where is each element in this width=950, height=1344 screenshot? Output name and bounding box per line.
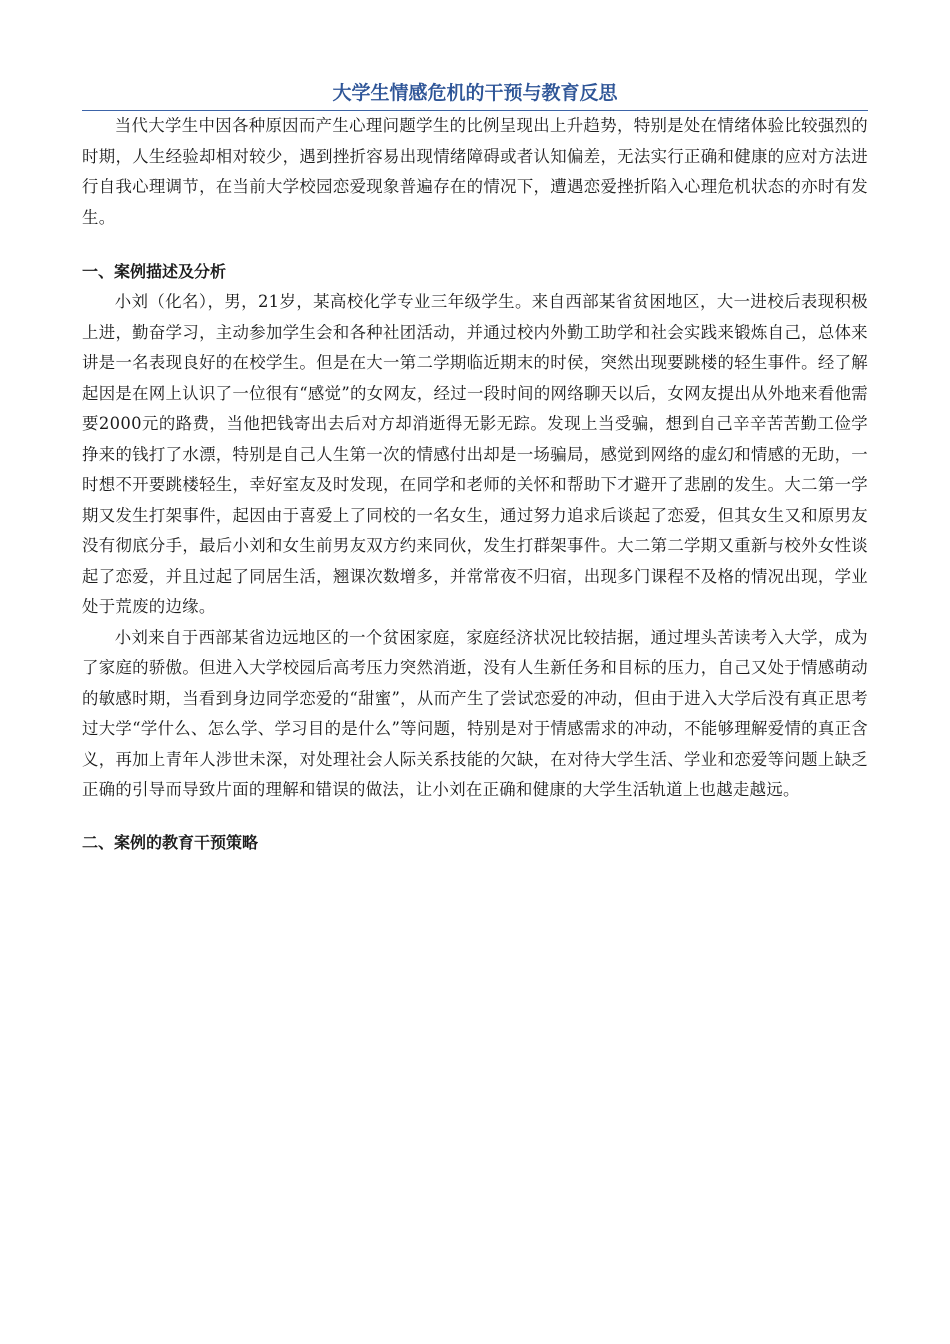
document-title: 大学生情感危机的干预与教育反思: [82, 78, 868, 111]
intro-paragraph: 当代大学生中因各种原因而产生心理问题学生的比例呈现出上升趋势，特别是处在情绪体验比较强烈的时期，人生经验却相对较少，遇到挫折容易出现情绪障碍或者认知偏差，无法实行正确和健康的应对方法进行自我心理调节，在当前大学校园恋爱现象普遍存在的情况下，遭遇恋爱挫折陷入心理危机状态的亦时有发生。: [82, 116, 868, 227]
section-heading-intervention-strategy: 二、案例的教育干预策略: [82, 832, 259, 852]
case-analysis-paragraph: 小刘来自于西部某省边远地区的一个贫困家庭，家庭经济状况比较拮据，通过埋头苦读考入大学，成为了家庭的骄傲。但进入大学校园后高考压力突然消逝，没有人生新任务和目标的压力，自己又处于情感萌动的敏感时期，当看到身边同学恋爱的“甜蜜”，从而产生了尝试恋爱的冲动，但由于进入大学后没有真正思考过大学“学什么、怎么学、学习目的是什么”等问题，特别是对于情感需求的冲动，不能够理解爱情的真正含义，再加上青年人涉世未深，对处理社会人际关系技能的欠缺，在对待大学生活、学业和恋爱等问题上缺乏正确的引导而导致片面的理解和错误的做法，让小刘在正确和健康的大学生活轨道上也越走越远。: [82, 627, 868, 799]
section-heading-case-description: 一、案例描述及分析: [82, 262, 227, 281]
document-page: [82, 78, 868, 858]
case-description-paragraph: 小刘（化名），男，21岁，某高校化学专业三年级学生。来自西部某省贫困地区，大一进校后表现积极上进，勤奋学习，主动参加学生会和各种社团活动，并通过校内外勤工助学和社会实践来锻炼自己，总体来讲是一名表现良好的在校学生。但是在大一第二学期临近期末的时侯，突然出现要跳楼的轻生事件。经了解起因是在网上认识了一位很有“感觉”的女网友，经过一段时间的网络聊天以后，女网友提出从外地来看他需要2000元的路费，当他把钱寄出去后对方却消逝得无影无踪。发现上当受骗，想到自己辛辛苦苦勤工俭学挣来的钱打了水漂，特别是自己人生第一次的情感付出却是一场骗局，感觉到网络的虚幻和情感的无助，一时想不开要跳楼轻生，幸好室友及时发现，在同学和老师的关怀和帮助下才避开了悲剧的发生。大二第一学期又发生打架事件，起因由于喜爱上了同校的一名女生，通过努力追求后谈起了恋爱，但其女生又和原男友没有彻底分手，最后小刘和女生前男友双方约来同伙，发生打群架事件。大二第二学期又重新与校外女性谈起了恋爱，并且过起了同居生活，翘课次数增多，并常常夜不归宿，出现多门课程不及格的情况出现，学业处于荒废的边缘。: [82, 292, 868, 616]
